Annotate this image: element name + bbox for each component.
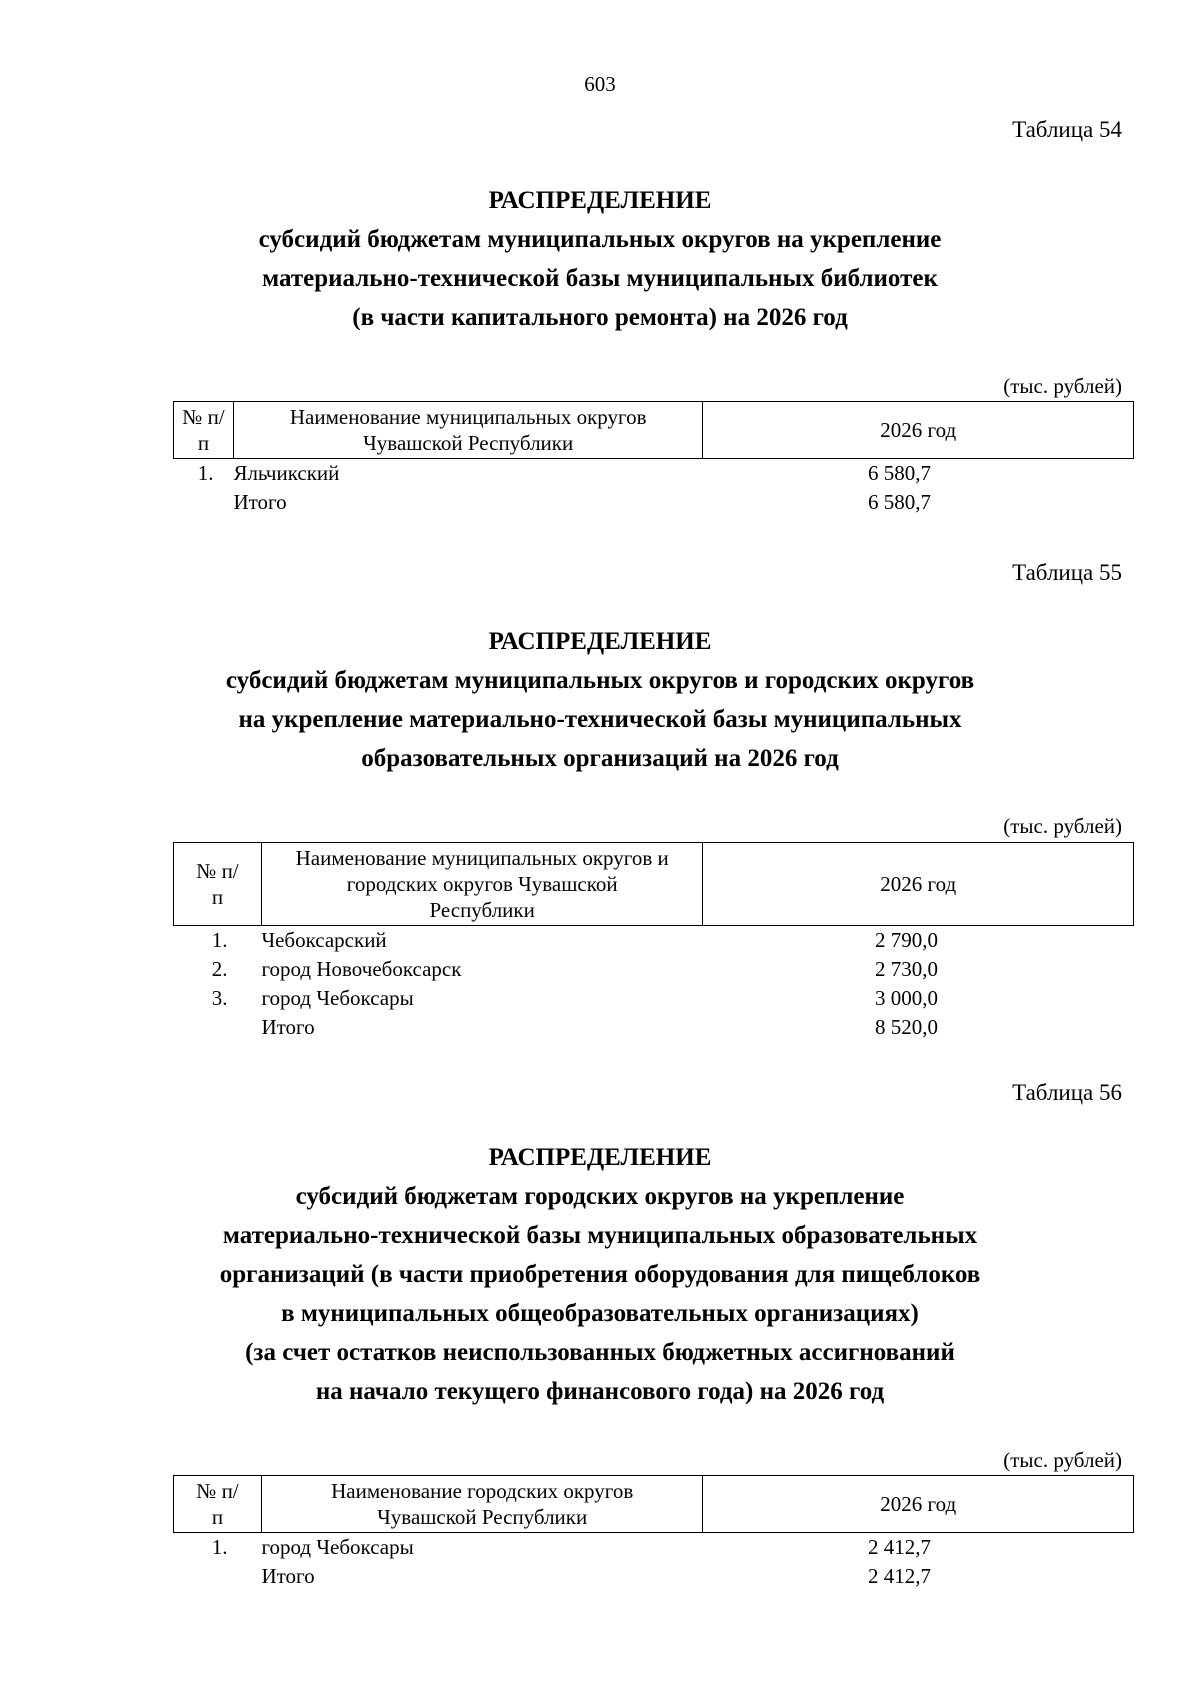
units-label: (тыс. рублей) (1003, 374, 1122, 398)
total-value: 2 412,7 (867, 1564, 931, 1588)
row-value: 3 000,0 (874, 986, 938, 1010)
title-line: (в части капитального ремонта) на 2026 год (352, 304, 848, 331)
column-header-num: № п/п (174, 1476, 262, 1533)
column-header-name: Наименование городских округов Чувашской Республики (261, 1476, 703, 1533)
table-row (174, 926, 1134, 956)
title-line: (за счет остатков неиспользованных бюджетных ассигнований (245, 1339, 955, 1366)
table-row (174, 984, 1134, 1013)
row-value: 6 580,7 (867, 461, 931, 485)
row-value: 2 790,0 (874, 928, 938, 952)
distribution-table (173, 1475, 1134, 1591)
column-header-year: 2026 год (703, 402, 1134, 459)
table-row (174, 1533, 1134, 1563)
column-header-num: № п/п (174, 402, 234, 459)
row-name: город Чебоксары (261, 1535, 414, 1559)
table-title (0, 181, 1200, 337)
units-label: (тыс. рублей) (1003, 814, 1122, 838)
title-line: образовательных организаций на 2026 год (361, 745, 839, 772)
title-heading: РАСПРЕДЕЛЕНИЕ (488, 1144, 712, 1171)
row-value: 2 730,0 (874, 957, 938, 981)
row-name: город Новочебоксарск (261, 957, 462, 981)
row-value: 2 412,7 (867, 1535, 931, 1559)
distribution-table (173, 401, 1134, 517)
total-row (174, 1013, 1134, 1042)
table-row (174, 459, 1134, 489)
row-number: 2. (211, 957, 228, 981)
total-label: Итого (261, 1015, 315, 1039)
row-number: 1. (197, 461, 214, 485)
units-label: (тыс. рублей) (1003, 1448, 1122, 1472)
title-line: субсидий бюджетам муниципальных округов на укрепление (258, 226, 942, 253)
total-label: Итого (261, 1564, 315, 1588)
table-title (0, 622, 1200, 778)
column-header-year: 2026 год (703, 1476, 1134, 1533)
row-name: Яльчикский (233, 461, 340, 485)
title-line: субсидий бюджетам муниципальных округов и городских округов (225, 667, 975, 694)
total-value: 6 580,7 (867, 490, 931, 514)
table-label: Таблица 55 (1012, 560, 1122, 585)
column-header-year: 2026 год (703, 843, 1134, 926)
row-name: город Чебоксары (261, 986, 414, 1010)
title-heading: РАСПРЕДЕЛЕНИЕ (488, 187, 712, 214)
title-line: на начало текущего финансового года) на 2026 год (315, 1378, 885, 1405)
table-label: Таблица 56 (1012, 1080, 1122, 1105)
row-number: 1. (211, 928, 228, 952)
title-line: организаций (в части приобретения оборудования для пищеблоков (219, 1261, 981, 1288)
title-line: субсидий бюджетам городских округов на укрепление (295, 1183, 905, 1210)
column-header-name: Наименование муниципальных округов Чувашской Республики (233, 402, 703, 459)
title-line: материально-технической базы муниципальных библиотек (262, 265, 938, 292)
column-header-name: Наименование муниципальных округов и городских округов Чувашской Республики (261, 843, 703, 926)
title-heading: РАСПРЕДЕЛЕНИЕ (488, 628, 712, 655)
column-header-num: № п/п (174, 843, 262, 926)
distribution-table (173, 842, 1134, 1042)
table-title (0, 1138, 1200, 1411)
total-value: 8 520,0 (874, 1015, 938, 1039)
row-number: 3. (211, 986, 228, 1010)
title-line: на укрепление материально-технической базы муниципальных (238, 706, 962, 733)
total-row (174, 1562, 1134, 1591)
total-row (174, 488, 1134, 517)
row-number: 1. (211, 1535, 228, 1559)
row-name: Чебоксарский (261, 928, 387, 952)
page-number: 603 (584, 72, 616, 96)
table-row (174, 955, 1134, 984)
total-label: Итого (233, 490, 287, 514)
title-line: материально-технической базы муниципальных образовательных (222, 1222, 978, 1249)
title-line: в муниципальных общеобразовательных организациях) (281, 1300, 919, 1327)
table-label: Таблица 54 (1012, 117, 1122, 142)
